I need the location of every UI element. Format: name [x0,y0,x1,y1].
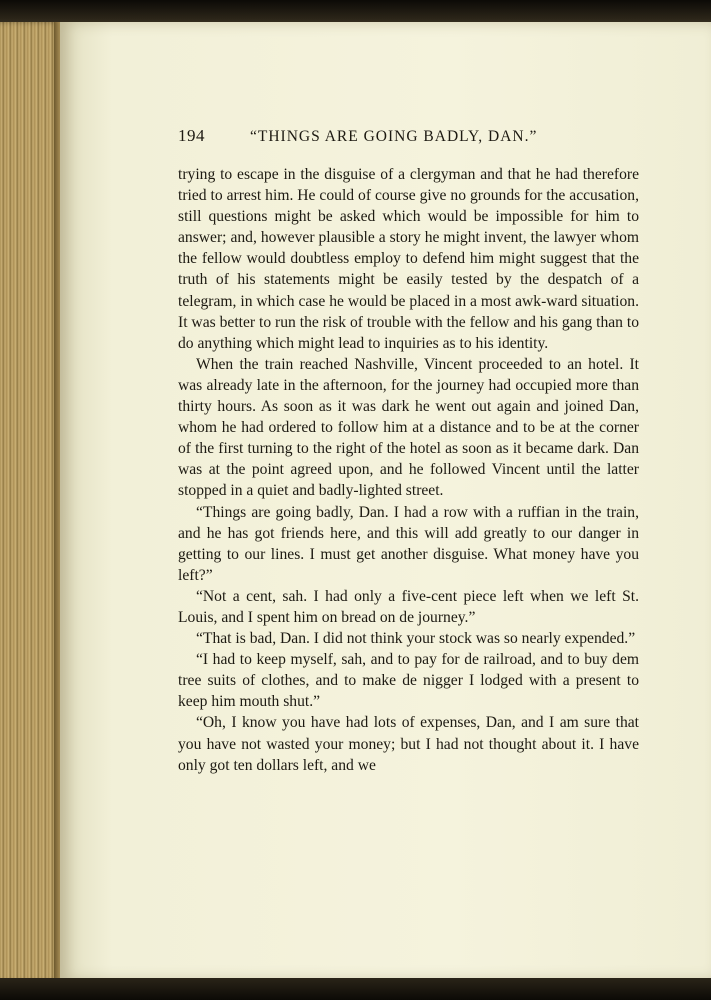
body-text [178,164,639,776]
paragraph-3: “Things are going badly, Dan. I had a row with a ruffian in the train, and he has got friends here, and this will add greatly to our danger in getting to our lines. I must get another disguise. What money have you left?” [178,503,639,584]
page-number: 194 [178,126,205,145]
running-head-title: “THINGS ARE GOING BADLY, DAN.” [250,128,538,145]
paragraph-5: “That is bad, Dan. I did not think your stock was so nearly expended.” [196,630,636,648]
paragraph-1: trying to escape in the disguise of a clergyman and that he had therefore tried to arrest him. He could of course give no grounds for the accusation, still questions might be asked which would be impossible for him to answer; and, however plausible a story he might invent, the lawyer whom the fellow would doubtless employ to defend him might suggest that the truth of his statements might be easily tested by the despatch of a telegram, in which case he would be placed in a most awk-ward situation. It was better to run the risk of trouble with the fellow and his gang than to do anything which might lead to inquiries as to his identity. [178,166,639,352]
page-stack-edge [0,22,60,982]
paragraph-6: “I had to keep myself, sah, and to pay for de railroad, and to buy dem tree suits of clothes, and to make de nigger I lodged with a present to keep him mouth shut.” [178,651,639,711]
page-text-block [178,126,639,776]
paragraph-4: “Not a cent, sah. I had only a five-cent piece left when we left St. Louis, and I spent him on bread on de journey.” [178,587,639,626]
scanner-bottom-edge [0,978,711,1000]
running-head [178,126,639,156]
paragraph-2: When the train reached Nashville, Vincent proceeded to an hotel. It was already late in the afternoon, for the journey had occupied more than thirty hours. As soon as it was dark he went out again and joined Dan, whom he had ordered to follow him at a distance and to be at the corner of the first turning to the right of the hotel as soon as it became dark. Dan was at the point agreed upon, and he followed Vincent until the latter stopped in a quiet and badly-lighted street. [178,355,639,500]
paragraph-7: “Oh, I know you have had lots of expenses, Dan, and I am sure that you have not wasted your money; but I had not thought about it. I have only got ten dollars left, and we [178,714,639,774]
